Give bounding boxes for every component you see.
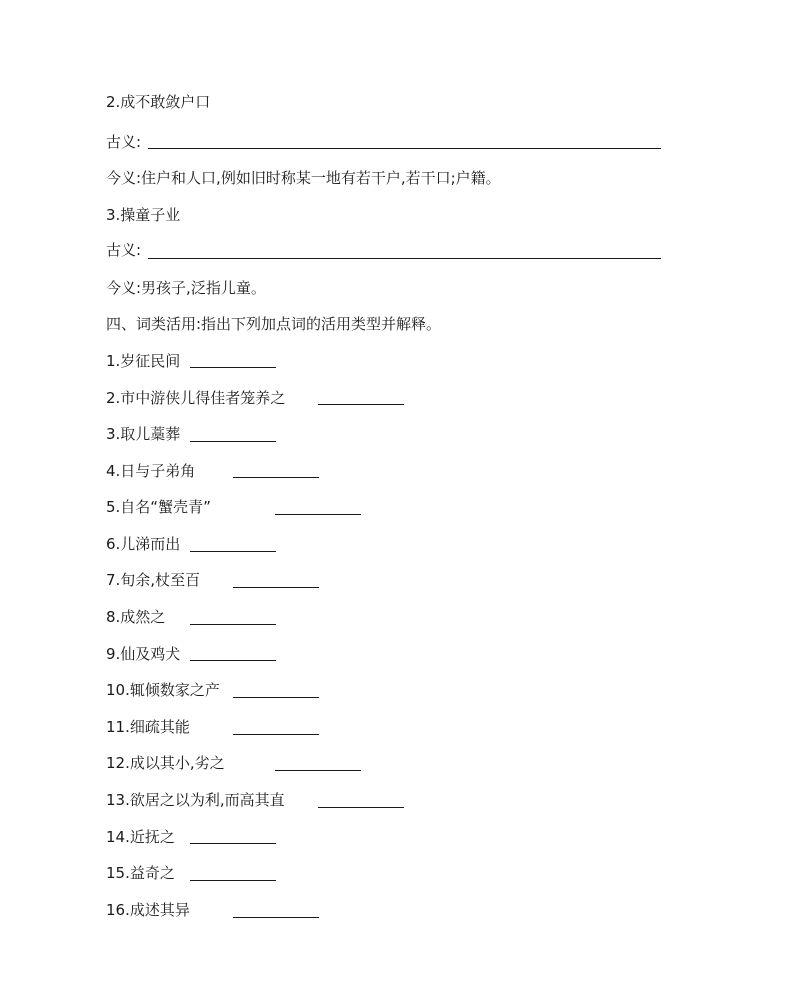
answer-blank-13[interactable] [318, 807, 404, 808]
answer-blank-5[interactable] [275, 514, 361, 515]
answer-blank-9[interactable] [190, 660, 276, 661]
gu-yi-blank-2[interactable] [148, 258, 661, 259]
exercise-1: 1.岁征民间 [106, 352, 181, 370]
exercise-3: 3.取儿藁葬 [106, 425, 181, 443]
answer-blank-2[interactable] [318, 404, 404, 405]
answer-blank-6[interactable] [190, 551, 276, 552]
exercise-10: 10.辄倾数家之产 [106, 681, 220, 699]
answer-blank-3[interactable] [190, 441, 276, 442]
exercise-8: 8.成然之 [106, 608, 166, 626]
exercise-6: 6.儿涕而出 [106, 535, 181, 553]
answer-blank-14[interactable] [190, 843, 276, 844]
section-4-heading: 四、词类活用:指出下列加点词的活用类型并解释。 [106, 315, 442, 333]
answer-blank-10[interactable] [233, 697, 319, 698]
answer-blank-4[interactable] [233, 477, 319, 478]
exercise-4: 4.日与子弟角 [106, 462, 196, 480]
answer-blank-8[interactable] [190, 624, 276, 625]
answer-blank-7[interactable] [233, 587, 319, 588]
exercise-5: 5.自名“蟹壳青” [106, 498, 211, 516]
answer-blank-11[interactable] [233, 734, 319, 735]
exercise-15: 15.益奇之 [106, 864, 175, 882]
exercise-7: 7.旬余,杖至百 [106, 571, 201, 589]
exercise-14: 14.近抚之 [106, 828, 175, 846]
gu-yi-label-2: 古义: [106, 241, 142, 259]
exercise-9: 9.仙及鸡犬 [106, 645, 181, 663]
answer-blank-12[interactable] [275, 770, 361, 771]
answer-blank-15[interactable] [190, 880, 276, 881]
jin-yi-2: 今义:男孩子,泛指儿童。 [106, 279, 266, 297]
exercise-2: 2.市中游侠儿得佳者笼养之 [106, 389, 286, 407]
exercise-16: 16.成述其异 [106, 901, 190, 919]
gu-yi-blank-1[interactable] [148, 148, 661, 149]
answer-blank-16[interactable] [233, 917, 319, 918]
jin-yi-1: 今义:住户和人口,例如旧时称某一地有若干户,若干口;户籍。 [106, 169, 501, 187]
gu-yi-label-1: 古义: [106, 133, 142, 151]
exercise-11: 11.细疏其能 [106, 718, 190, 736]
item-3-cao-tong-zi-ye: 3.操童子业 [106, 206, 181, 224]
exercise-12: 12.成以其小,劣之 [106, 754, 225, 772]
item-2-cheng-bu-gan-lian-hukou: 2.成不敢敛户口 [106, 93, 211, 111]
answer-blank-1[interactable] [190, 367, 276, 368]
exercise-13: 13.欲居之以为利,而高其直 [106, 791, 285, 809]
